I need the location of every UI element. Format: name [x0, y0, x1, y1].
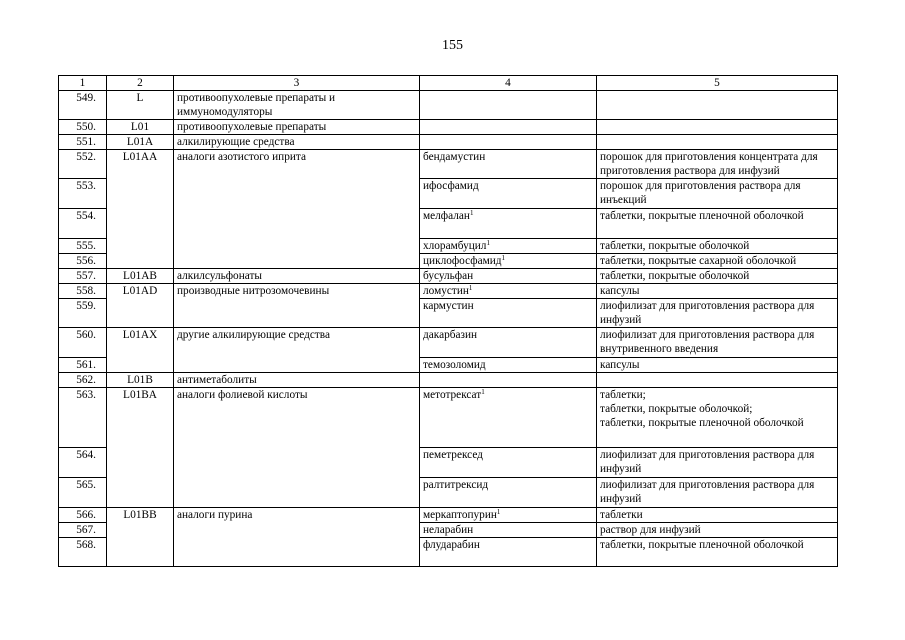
- group-cell: [174, 254, 420, 269]
- drug-cell: [420, 269, 597, 284]
- footnote-marker: 1: [468, 284, 473, 292]
- drug-name: флударабин: [423, 539, 480, 551]
- row-number-cell: 567.: [59, 523, 107, 538]
- atc-code-cell: L: [107, 91, 174, 120]
- drug-name: пеметрексед: [423, 449, 483, 461]
- drug-name: дакарбазин: [423, 329, 478, 341]
- dosage-form-cell: [597, 373, 838, 388]
- table-row: [59, 373, 838, 388]
- row-number-cell: 559.: [59, 299, 107, 328]
- row-number-cell: 550.: [59, 120, 107, 135]
- atc-code-cell: L01BB: [107, 508, 174, 523]
- drug-cell: [420, 388, 597, 448]
- dosage-form-cell: лиофилизат для приготовления раствора для внутривенного введения: [597, 328, 838, 358]
- drug-cell: [420, 254, 597, 269]
- row-number-cell: 557.: [59, 269, 107, 284]
- table-row: [59, 135, 838, 150]
- dosage-form-cell: лиофилизат для приготовления раствора для инфузий: [597, 448, 838, 478]
- row-number-cell: 560.: [59, 328, 107, 358]
- table-row: [59, 358, 838, 373]
- drug-cell: [420, 284, 597, 299]
- table-row: [59, 209, 838, 239]
- atc-code-cell: [107, 358, 174, 373]
- drug-name: бендамустин: [423, 151, 486, 163]
- drug-cell: [420, 358, 597, 373]
- table-row: [59, 299, 838, 328]
- table-row: [59, 150, 838, 179]
- group-cell: другие алкилирующие средства: [174, 328, 420, 358]
- dosage-form-cell: капсулы: [597, 358, 838, 373]
- drug-cell: [420, 523, 597, 538]
- table-row: [59, 538, 838, 567]
- group-cell: противоопухолевые препараты и иммуномодуляторы: [174, 91, 420, 120]
- drug-name: мелфалан: [423, 210, 470, 222]
- table-row: [59, 508, 838, 523]
- footnote-marker: 1: [496, 508, 501, 516]
- dosage-form-cell: лиофилизат для приготовления раствора для инфузий: [597, 299, 838, 328]
- group-cell: [174, 523, 420, 538]
- drug-name: хлорамбуцил: [423, 240, 487, 252]
- drug-cell: [420, 538, 597, 567]
- group-cell: аналоги азотистого иприта: [174, 150, 420, 179]
- atc-code-cell: L01AA: [107, 150, 174, 179]
- drug-cell: [420, 508, 597, 523]
- atc-code-cell: L01A: [107, 135, 174, 150]
- atc-code-cell: [107, 478, 174, 508]
- row-number-cell: 555.: [59, 239, 107, 254]
- drug-cell: [420, 448, 597, 478]
- dosage-form-cell: таблетки, покрытые пленочной оболочкой: [597, 538, 838, 567]
- atc-code-cell: [107, 239, 174, 254]
- dosage-form-cell: таблетки, покрытые пленочной оболочкой: [597, 209, 838, 239]
- drug-cell: [420, 299, 597, 328]
- drug-cell: [420, 120, 597, 135]
- table-row: [59, 388, 838, 448]
- atc-code-cell: L01AX: [107, 328, 174, 358]
- dosage-form-cell: порошок для приготовления концентрата для приготовления раствора для инфузий: [597, 150, 838, 179]
- drug-name: циклофосфамид: [423, 255, 502, 267]
- row-number-cell: 554.: [59, 209, 107, 239]
- footnote-marker: 1: [486, 239, 490, 247]
- group-cell: [174, 179, 420, 209]
- drug-name: неларабин: [423, 524, 474, 536]
- group-cell: противоопухолевые препараты: [174, 120, 420, 135]
- group-cell: [174, 358, 420, 373]
- table-row: [59, 328, 838, 358]
- header-cell: 5: [597, 76, 838, 91]
- dosage-form-cell: таблетки; таблетки, покрытые оболочкой; таблетки, покрытые пленочной оболочкой: [597, 388, 838, 448]
- drug-table: [58, 75, 838, 567]
- dosage-form-cell: порошок для приготовления раствора для инъекций: [597, 179, 838, 209]
- table-row: [59, 269, 838, 284]
- page-number: 155: [442, 38, 463, 53]
- footnote-marker: 1: [481, 388, 485, 396]
- row-number-cell: 568.: [59, 538, 107, 567]
- table-row: [59, 254, 838, 269]
- drug-cell: [420, 179, 597, 209]
- row-number-cell: 556.: [59, 254, 107, 269]
- drug-name: ралтитрексид: [423, 479, 489, 491]
- group-cell: аналоги фолиевой кислоты: [174, 388, 420, 448]
- group-cell: [174, 448, 420, 478]
- group-cell: [174, 209, 420, 239]
- drug-cell: [420, 239, 597, 254]
- dosage-form-cell: таблетки, покрытые оболочкой: [597, 269, 838, 284]
- group-cell: производные нитрозомочевины: [174, 284, 420, 299]
- table-header-row: [59, 76, 838, 91]
- drug-cell: [420, 135, 597, 150]
- atc-code-cell: [107, 523, 174, 538]
- footnote-marker: 1: [469, 209, 474, 217]
- row-number-cell: 558.: [59, 284, 107, 299]
- header-cell: 2: [107, 76, 174, 91]
- group-cell: [174, 299, 420, 328]
- table-row: [59, 284, 838, 299]
- row-number-cell: 562.: [59, 373, 107, 388]
- group-cell: [174, 239, 420, 254]
- drug-name: ломустин: [423, 285, 469, 297]
- table-row: [59, 179, 838, 209]
- atc-code-cell: [107, 299, 174, 328]
- group-cell: алкилирующие средства: [174, 135, 420, 150]
- dosage-form-cell: таблетки: [597, 508, 838, 523]
- header-cell: 4: [420, 76, 597, 91]
- atc-code-cell: L01BA: [107, 388, 174, 448]
- atc-code-cell: [107, 448, 174, 478]
- dosage-form-cell: таблетки, покрытые сахарной оболочкой: [597, 254, 838, 269]
- row-number-cell: 552.: [59, 150, 107, 179]
- atc-code-cell: [107, 254, 174, 269]
- row-number-cell: 551.: [59, 135, 107, 150]
- header-cell: 3: [174, 76, 420, 91]
- dosage-form-cell: [597, 120, 838, 135]
- dosage-form-cell: [597, 91, 838, 120]
- drug-cell: [420, 209, 597, 239]
- drug-name: бусульфан: [423, 270, 474, 282]
- row-number-cell: 565.: [59, 478, 107, 508]
- row-number-cell: 561.: [59, 358, 107, 373]
- row-number-cell: 564.: [59, 448, 107, 478]
- dosage-form-cell: раствор для инфузий: [597, 523, 838, 538]
- table-row: [59, 523, 838, 538]
- row-number-cell: 553.: [59, 179, 107, 209]
- header-cell: 1: [59, 76, 107, 91]
- atc-code-cell: L01: [107, 120, 174, 135]
- row-number-cell: 563.: [59, 388, 107, 448]
- drug-cell: [420, 373, 597, 388]
- group-cell: [174, 478, 420, 508]
- atc-code-cell: [107, 538, 174, 567]
- drug-cell: [420, 328, 597, 358]
- group-cell: аналоги пурина: [174, 508, 420, 523]
- drug-name: меркаптопурин: [423, 509, 497, 521]
- atc-code-cell: L01AD: [107, 284, 174, 299]
- group-cell: антиметаболиты: [174, 373, 420, 388]
- dosage-form-cell: лиофилизат для приготовления раствора для инфузий: [597, 478, 838, 508]
- drug-name: метотрексат: [423, 389, 482, 401]
- table-row: [59, 448, 838, 478]
- table-row: [59, 120, 838, 135]
- row-number-cell: 549.: [59, 91, 107, 120]
- drug-cell: [420, 150, 597, 179]
- row-number-cell: 566.: [59, 508, 107, 523]
- atc-code-cell: L01B: [107, 373, 174, 388]
- drug-name: кармустин: [423, 300, 474, 312]
- drug-name: ифосфамид: [423, 180, 479, 192]
- atc-code-cell: [107, 179, 174, 209]
- drug-cell: [420, 478, 597, 508]
- group-cell: алкилсульфонаты: [174, 269, 420, 284]
- group-cell: [174, 538, 420, 567]
- dosage-form-cell: таблетки, покрытые оболочкой: [597, 239, 838, 254]
- table-row: [59, 91, 838, 120]
- dosage-form-cell: [597, 135, 838, 150]
- drug-name: темозоломид: [423, 359, 486, 371]
- table-row: [59, 239, 838, 254]
- atc-code-cell: [107, 209, 174, 239]
- dosage-form-cell: капсулы: [597, 284, 838, 299]
- drug-cell: [420, 91, 597, 120]
- atc-code-cell: L01AB: [107, 269, 174, 284]
- table-row: [59, 478, 838, 508]
- footnote-marker: 1: [501, 254, 506, 262]
